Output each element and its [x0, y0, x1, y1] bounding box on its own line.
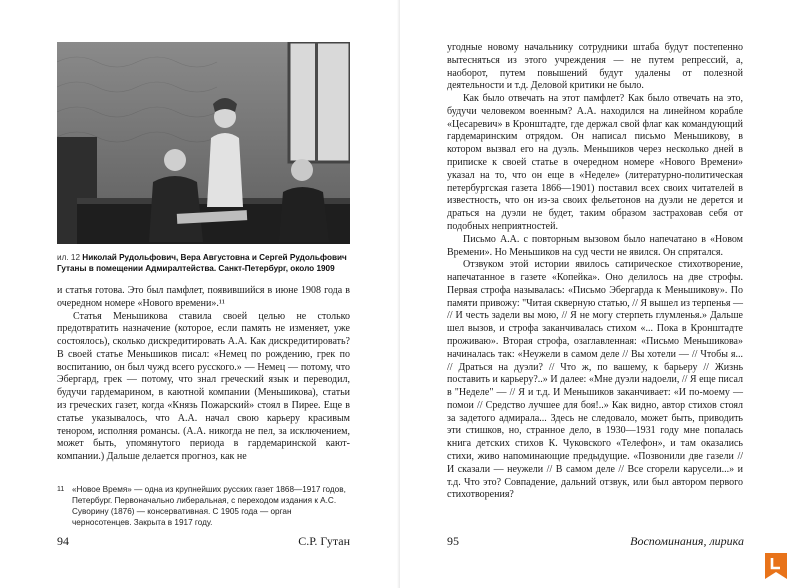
- running-header-section: Воспоминания, лирика: [630, 534, 744, 548]
- left-body-text: [57, 285, 350, 464]
- historical-photo: [57, 42, 350, 244]
- paragraph: Как было отвечать на этот памфлет? Как было отвечать на это, будучи человеком военным? А.А. находился на линейном корабле «Цесаревич» в Кронштадте, где держал свой флаг как командующий гардемаринским отрядом. Он написал письмо Меньшикову, в котором вызвал его на дуэль. Меньшиков через несколько дней в приписке к своей статье в очередном номере «Нового Времени» указал на то, что он еще в «Неделе» (литературно-политическая петербургская газета 1866—1901) поставил всех своих читателей в известность, что он из-за своих фельетонов на дуэли не дерется и драться на дуэли не будет, таким образом застраховав себя от подобных неприятностей.: [447, 93, 743, 232]
- paragraph: Письмо А.А. с повторным вызовом было напечатано в «Новом Времени». Но Меньшиков на суд чести не явился. Он спрятался.: [447, 233, 743, 258]
- page-number: 94: [57, 534, 69, 548]
- running-header-author: С.Р. Гутан: [298, 534, 350, 548]
- footnote-number: 11: [57, 486, 65, 493]
- photo-illustration: [57, 42, 350, 244]
- footnote-text: «Новое Время» — одна из крупнейших русских газет 1868—1917 годов, Петербург. Первоначально либеральная, с переходом издания к А.С. Суворину (1876) — консервативная. С 1905 года — орган черносотенцев. Закрыта в 1917 году.: [72, 485, 346, 527]
- paragraph: Отзвуком этой истории явилось сатирическое стихотворение, напечатанное в газете «Копейка». Оно делилось на две строфы. Первая строфа называлась: «Письмо Эбергарда к Меньшикову». По памяти привожу: "Читая скверную статью, // Я вышел из терпенья — // И честь задели вы мою, // Я не могу стерпеть глумленья.» Дальше шел вызов, и строфа заканчивалась стихом «... Пока в Кронштадте проживаю». Вторая строфа, озаглавленная: «Письмо Меньшикова» начиналась так: «Неужели в самом деле // Вы хотели — // Чтобы я... // Драться на дуэли? // Что ж, по вашему, к барьеру // Жизнь поставить и карьеру?..» И далее: «Мне дуэли надоели, // Я еще писал в "Неделе" — // Я и т.д. И Меньшиков заканчивает: «И по-моему — помои // Средство лучшее для боя!..» Как видно, автор стихов стоял за задетого адмирала... Здесь не следовало, может быть, приводить эти стишков, но, странное дело, в 1930—1931 году мне попалась книга детских стихов К. Чуковского «Телефон», и там оказались стихи, живо напоминающие предыдущие. «Позвонили две газели // И сказали — неужели // В самом деле // Все сгорели карусели...» и т.д. Что это? Совпадение, дальний отзвук, или был автором первого стихотворения?: [447, 259, 744, 501]
- paragraph: Статья Меньшикова ставила своей целью не столько предотвратить назначение (которое, если память не изменяет, уже состоялось), сколько дискредитировать А.А. Как дискредитировать? В своей статье Меньшиков писал: «Немец по рождению, грек по воспитанию, он был чужд всего русского.» — Немец — потому, что Эбергард, грек — потому, что знал греческий язык и переводил, будучи гардемарином, в каютной компании (Меньшикова), статьи из греческих газет, когда «Князь Пожарский» стоял в Пирее. Еще в статье указывалось, что А.А. начал свою карьеру красивым тенором, исполняя романсы. (А.А. никогда не пел, за исключением, может быть, упомянутого периода в гардемаринской кают-компании.) Дальше делается прогноз, как не: [57, 310, 350, 463]
- footnote: [57, 484, 350, 528]
- photo-caption: [57, 252, 357, 274]
- bookmark-logo-icon: [765, 553, 787, 579]
- page-number: 95: [447, 534, 459, 548]
- caption-label: ил. 12: [57, 253, 81, 262]
- paragraph: угодные новому начальнику сотрудники штаба будут постепенно вытесняться из этого учреждения — не путем репрессий, а, наоборот, путем повышений будут удалены от полезной деятельности и т.д. Деловой критики не было.: [447, 42, 743, 92]
- right-body-text: [447, 42, 743, 502]
- paragraph: и статья готова. Это был памфлет, появившийся в июне 1908 года в очередном номере «Нового времени».¹¹: [57, 285, 350, 309]
- caption-text: Николай Рудольфович, Вера Августовна и Сергей Рудольфович Гутаны в помещении Адмиралтейства. Санкт-Петербург, около 1909: [57, 253, 347, 273]
